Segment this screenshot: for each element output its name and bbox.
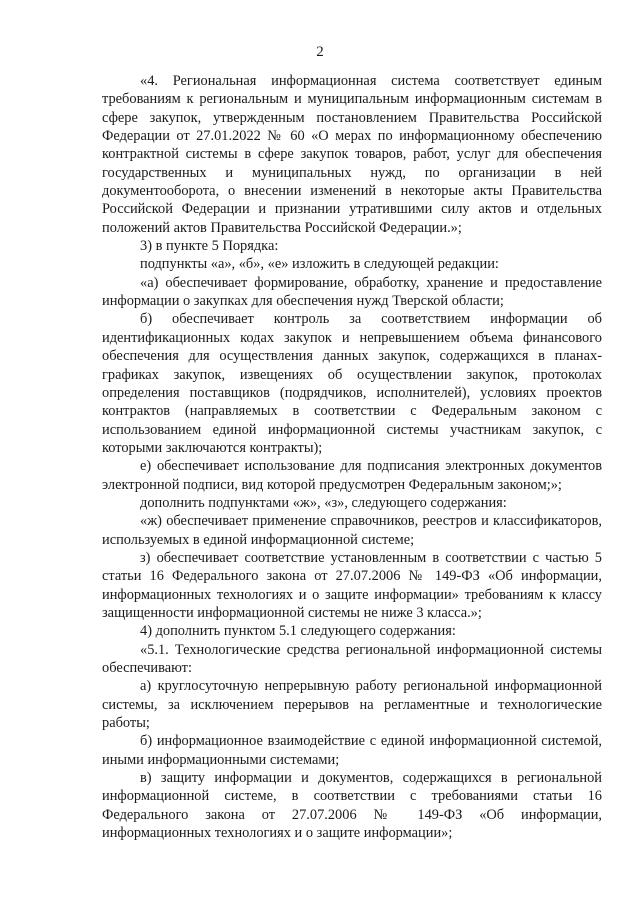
paragraph: подпункты «а», «б», «е» изложить в следующей редакции: bbox=[140, 256, 499, 273]
paragraph: в) защиту информации и документов, содержащихся в региональной информационной системе, в соответствии с требованиями статьи 16 Федерального закона от 27.07.2006 № 149-ФЗ «Об информации, информационных технологиях и о защите информации»; bbox=[102, 770, 602, 842]
paragraph: «4. Региональная информационная система соответствует единым требованиям к региональным и муниципальным информационным системам в сфере закупок, утвержденным постановлением Правительства Российской Федерации от 27.01.2022 № 60 «О мерах по информационному обеспечению контрактной системы в сфере закупок товаров, работ, услуг для обеспечения государственных и муниципальных нужд, по организации в ней документооборота, о внесении изменений в некоторые акты Правительства Российской Федерации и признании утратившими силу актов и отдельных положений актов Правительства Российской Федерации.»; bbox=[102, 73, 602, 236]
page-number: 2 bbox=[316, 44, 324, 60]
document-body bbox=[102, 72, 602, 842]
paragraph: з) обеспечивает соответствие установленным в соответствии с частью 5 статьи 16 Федерального закона от 27.07.2006 № 149-ФЗ «Об информации, информационных технологиях и о защите информации» требованиям к классу защищенности информационной системы не ниже 3 класса.»; bbox=[102, 549, 602, 621]
paragraph: а) круглосуточную непрерывную работу региональной информационной системы, за исключением перерывов на регламентные и технологические работы; bbox=[102, 678, 602, 732]
paragraph: 3) в пункте 5 Порядка: bbox=[140, 238, 279, 255]
paragraph: «ж) обеспечивает применение справочников, реестров и классификаторов, используемых в единой информационной системе; bbox=[102, 513, 602, 548]
paragraph: «5.1. Технологические средства региональной информационной системы обеспечивают: bbox=[102, 641, 602, 676]
paragraph: б) обеспечивает контроль за соответствием информации об идентификационных кодах закупок и непревышением объема финансового обеспечения для осуществления данных закупок, содержащихся в планах-графиках закупок, извещениях об осуществлении закупок, протоколах определения поставщиков (подрядчиков, исполнителей), условиях проектов контрактов (направляемых в соответствии с Федеральным законом с использованием единой информационной системы участникам закупок, с которыми заключаются контракты); bbox=[102, 311, 602, 456]
paragraph: 4) дополнить пунктом 5.1 следующего содержания: bbox=[140, 623, 456, 640]
paragraph: «а) обеспечивает формирование, обработку, хранение и предоставление информации о закупках для обеспечения нужд Тверской области; bbox=[102, 274, 602, 310]
paragraph: б) информационное взаимодействие с единой информационной системой, иными информационными системами; bbox=[102, 733, 602, 768]
paragraph: е) обеспечивает использование для подписания электронных документов электронной подписи, вид которой предусмотрен Федеральным законом;»; bbox=[102, 458, 602, 493]
paragraph: дополнить подпунктами «ж», «з», следующего содержания: bbox=[140, 494, 507, 511]
